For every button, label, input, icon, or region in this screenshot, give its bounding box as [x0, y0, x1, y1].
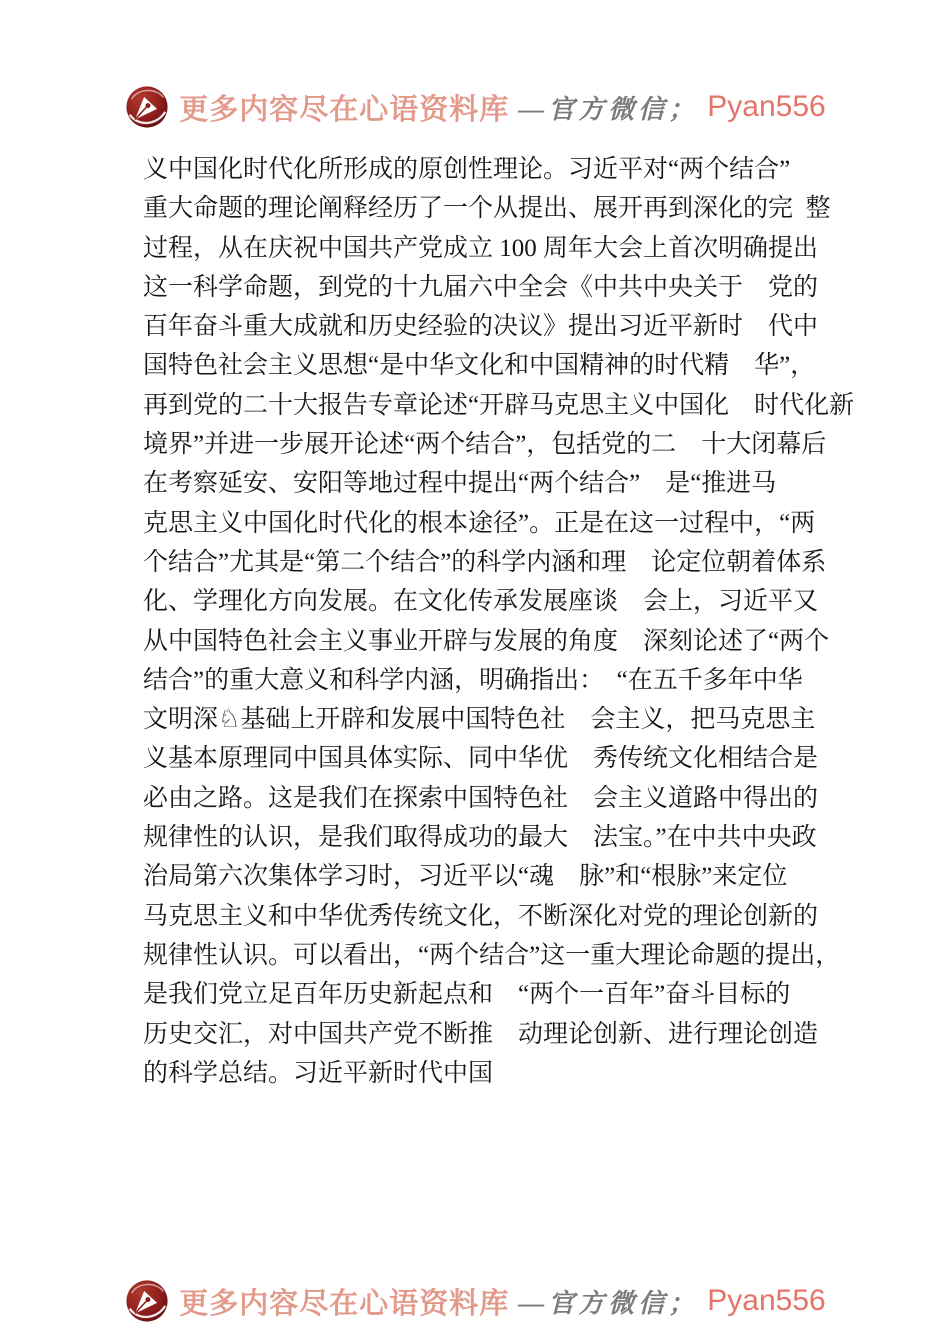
brand-logo-icon [124, 1278, 170, 1324]
text-line: 规律性的认识，是我们取得成功的最大 法宝。”在中共中央政 [143, 824, 817, 852]
document-text [143, 150, 913, 1093]
text-line: 个结合”尤其是“第二个结合”的科学内涵和理 论定位朝着体系 [143, 548, 827, 576]
wechat-id: Pyan556 [707, 90, 826, 123]
text-line: 必由之路。这是我们在探索中国特色社 会主义道路中得出的 [143, 784, 819, 812]
text-line: 国特色社会主义思想“是中华文化和中国精神的时代精 华”， [143, 352, 816, 380]
footer-watermark [0, 1278, 950, 1324]
text-line: 规律性认识。可以看出，“两个结合”这一重大理论命题的提出， [143, 941, 841, 969]
text-line: 从中国特色社会主义事业开辟与发展的角度 深刻论述了“两个 [143, 627, 830, 655]
text-line: 义基本原理同中国具体实际、同中华优 秀传统文化相结合是 [143, 745, 819, 773]
text-line: 义中国化时代化所形成的原创性理论。习近平对“两个结合” [143, 156, 791, 183]
text-line: 治局第六次集体学习时，习近平以“魂 脉”和“根脉”来定位 [143, 863, 788, 891]
text-line: 化、学理化方向发展。在文化传承发展座谈 会上，习近平又 [143, 588, 819, 616]
text-line: 再到党的二十大报告专章论述“开辟马克思主义中国化 时代化新 [143, 391, 855, 419]
text-line: 历史交汇，对中国共产党不断推 动理论创新、进行理论创造 [143, 1020, 819, 1048]
wechat-label: —官方微信； [518, 94, 699, 124]
text-line: 克思主义中国化时代化的根本途径”。正是在这一过程中，“两 [143, 509, 816, 537]
text-line: 文明深♘基础上开辟和发展中国特色社 会主义，把马克思主 [143, 706, 816, 734]
text-line: 境界”并进一步展开论述“两个结合”，包括党的二 十大闭幕后 [143, 431, 827, 459]
brand-logo-icon [124, 84, 170, 130]
wechat-id: Pyan556 [707, 1284, 826, 1317]
text-line: 百年奋斗重大成就和历史经验的决议》提出习近平新时 代中 [143, 313, 819, 341]
header-watermark [0, 84, 950, 130]
text-line: 马克思主义和中华优秀传统文化，不断深化对党的理论创新的 [143, 902, 819, 930]
text-line: 在考察延安、安阳等地过程中提出“两个结合” 是“推进马 [143, 470, 777, 498]
text-line: 是我们党立足百年历史新起点和 “两个一百年”奋斗目标的 [143, 981, 791, 1009]
wechat-label: —官方微信； [518, 1288, 699, 1318]
text-line: 的科学总结。习近平新时代中国 [143, 1059, 494, 1087]
text-line: 这一科学命题，到党的十九届六中全会《中共中央关于 党的 [143, 273, 819, 301]
text-line: 结合”的重大意义和科学内涵，明确指出： “在五千多年中华 [143, 666, 803, 694]
text-line: 重大命题的理论阐释经历了一个从提出、展开再到深化的完 整 [143, 195, 831, 223]
text-line: 过程，从在庆祝中国共产党成立 100 周年大会上首次明确提出 [143, 234, 819, 262]
brand-text: 更多内容尽在心语资料库 [179, 93, 510, 126]
brand-text: 更多内容尽在心语资料库 [179, 1287, 510, 1320]
